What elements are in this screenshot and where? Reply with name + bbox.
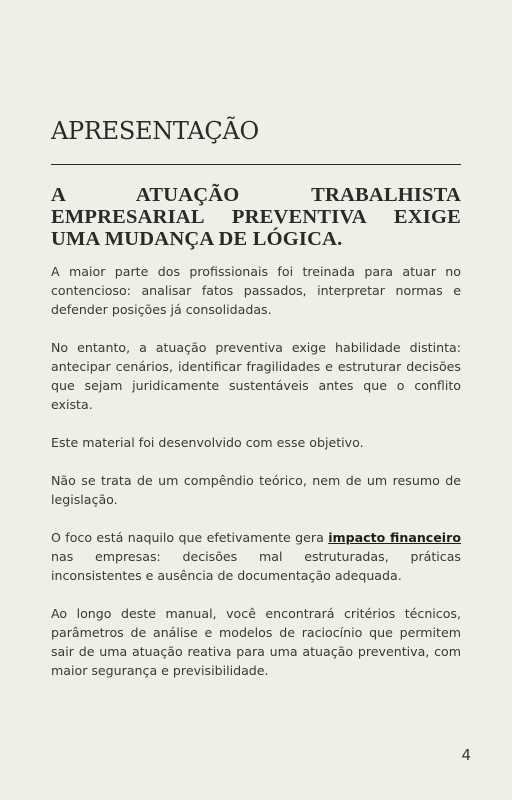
paragraph-5-start: O foco está naquilo que efetivamente gera xyxy=(51,530,329,545)
page-title: APRESENTAÇÃO xyxy=(51,117,259,145)
title-divider xyxy=(51,164,461,165)
paragraph-3: Este material foi desenvolvido com esse objetivo. xyxy=(51,435,364,450)
impacto-financeiro-link[interactable]: impacto financeiro xyxy=(328,530,461,545)
page-number: 4 xyxy=(461,746,471,764)
paragraph-1: A maior parte dos profissionais foi treinada para atuar no contencioso: analisar fatos passados, interpretar normas e defender posições já consolidadas. xyxy=(51,264,461,317)
paragraph-2: No entanto, a atuação preventiva exige habilidade distinta: antecipar cenários, identificar fragilidades e estruturar decisões que sejam juridicamente sustentáveis antes que o conflito exista. xyxy=(51,340,461,412)
paragraph-5 xyxy=(51,528,461,585)
body-text xyxy=(51,262,461,699)
section-subtitle: A ATUAÇÃO TRABALHISTA EMPRESARIAL PREVENTIVA EXIGE UMA MUDANÇA DE LÓGICA. xyxy=(51,184,461,250)
paragraph-4: Não se trata de um compêndio teórico, nem de um resumo de legislação. xyxy=(51,473,461,507)
paragraph-5-end: nas empresas: decisões mal estruturadas, práticas inconsistentes e ausência de documentação adequada. xyxy=(51,549,461,583)
paragraph-6: Ao longo deste manual, você encontrará critérios técnicos, parâmetros de análise e modelos de raciocínio que permitem sair de uma atuação reativa para uma atuação preventiva, com maior segurança e previsibilidade. xyxy=(51,606,461,678)
